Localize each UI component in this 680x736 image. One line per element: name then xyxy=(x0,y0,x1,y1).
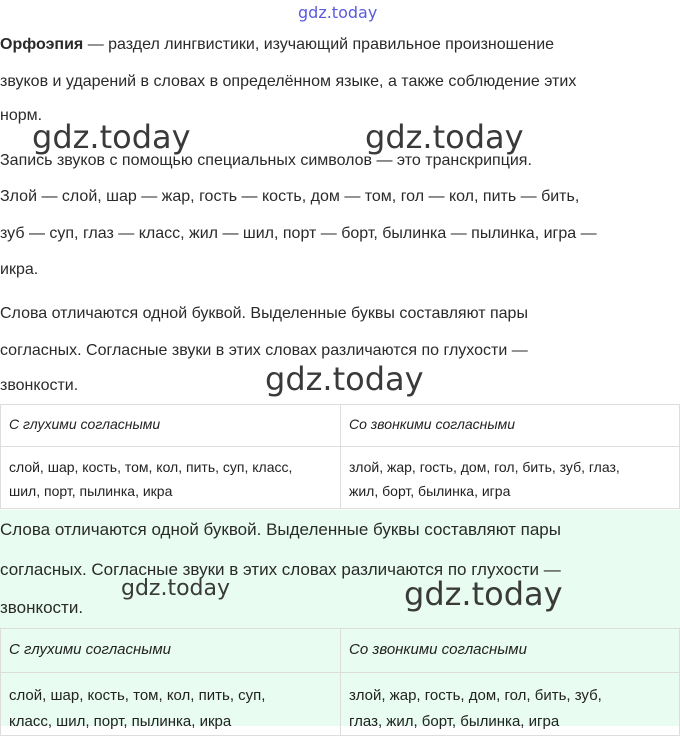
table2-cell-voiced xyxy=(341,673,680,736)
table1-voiced-line-1: злой, жар, гость, дом, гол, бить, зуб, глаз, xyxy=(349,459,620,475)
table2-voiceless-line-2: класс, шил, порт, пылинка, икра xyxy=(9,713,232,730)
transcription-note: Запись звуков с помощью специальных символов — это транскрипция. xyxy=(0,152,532,169)
word-pairs-line-3: икра. xyxy=(0,261,39,278)
watermark-top: gdz.today xyxy=(298,3,378,22)
definition-line-1 xyxy=(0,36,554,54)
table1-head-voiceless: С глухими согласными xyxy=(1,405,341,447)
watermark-4: gdz.today xyxy=(121,576,231,601)
definition-line-2: звуков и ударений в словах в определённом языке, а также соблюдение этих xyxy=(0,73,577,90)
definition-line-3: норм. xyxy=(0,107,43,124)
table1-cell-voiceless xyxy=(1,447,341,509)
explanation-line-2: согласных. Согласные звуки в этих словах различаются по глухости — xyxy=(0,342,528,359)
table2-head-voiced: Со звонкими согласными xyxy=(341,629,680,673)
watermark-5: gdz.today xyxy=(404,575,563,613)
watermark-2: gdz.today xyxy=(365,118,524,156)
table2-voiceless-line-1: слой, шар, кость, том, кол, пить, суп, xyxy=(9,687,266,704)
definition-term: Орфоэпия xyxy=(0,36,84,53)
green-explanation-line-3: звонкости. xyxy=(0,598,84,617)
table2-head-voiceless: С глухими согласными xyxy=(1,629,341,673)
table2-cell-voiceless xyxy=(1,673,341,736)
watermark-1: gdz.today xyxy=(32,118,191,156)
table1-head-voiced: Со звонкими согласными xyxy=(341,405,680,447)
table2-voiced-line-2: глаз, жил, борт, былинка, игра xyxy=(349,713,560,730)
green-explanation-line-2: согласных. Согласные звуки в этих словах различаются по глухости — xyxy=(0,560,561,579)
consonants-table-1 xyxy=(0,404,680,509)
table2-voiced-line-1: злой, жар, гость, дом, гол, бить, зуб, xyxy=(349,687,602,704)
table1-voiceless-line-2: шил, порт, пылинка, икра xyxy=(9,483,173,499)
explanation-line-1: Слова отличаются одной буквой. Выделенные буквы составляют пары xyxy=(0,305,528,322)
word-pairs-line-1: Злой — слой, шар — жар, гость — кость, дом — том, гол — кол, пить — бить, xyxy=(0,188,580,205)
definition-text: — раздел лингвистики, изучающий правильное произношение xyxy=(83,36,555,53)
word-pairs-line-2: зуб — суп, глаз — класс, жил — шил, порт — борт, былинка — пылинка, игра — xyxy=(0,225,597,242)
explanation-line-3: звонкости. xyxy=(0,377,79,394)
consonants-table-2 xyxy=(0,628,680,736)
green-explanation-line-1: Слова отличаются одной буквой. Выделенные буквы составляют пары xyxy=(0,520,561,539)
table1-cell-voiced xyxy=(341,447,680,509)
watermark-3: gdz.today xyxy=(265,360,424,398)
table1-voiceless-line-1: слой, шар, кость, том, кол, пить, суп, класс, xyxy=(9,459,293,475)
table1-voiced-line-2: жил, борт, былинка, игра xyxy=(349,483,511,499)
